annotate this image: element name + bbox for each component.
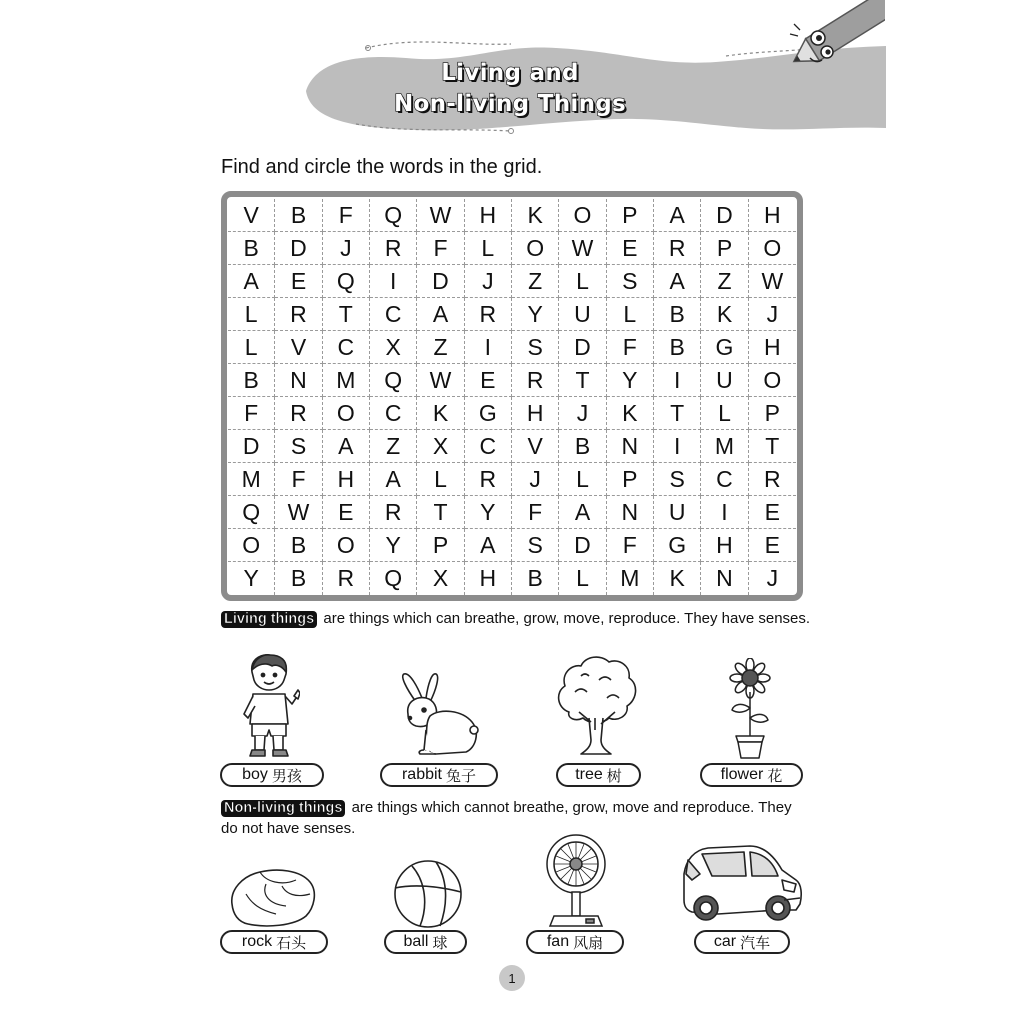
grid-cell[interactable]: B [228,232,275,265]
label-en: tree [575,766,603,783]
grid-cell[interactable]: R [654,232,701,265]
grid-cell[interactable]: T [749,430,796,463]
label-zh: 球 [432,933,448,952]
grid-cell[interactable]: G [465,397,512,430]
grid-cell[interactable]: P [701,232,748,265]
grid-cell[interactable]: A [323,430,370,463]
living-definition [221,608,811,629]
grid-cell[interactable]: Y [607,364,654,397]
grid-cell[interactable]: R [323,562,370,595]
grid-cell[interactable]: W [559,232,606,265]
grid-cell[interactable]: I [701,496,748,529]
fan-icon [544,832,608,930]
grid-cell[interactable]: X [417,562,464,595]
grid-cell[interactable]: T [417,496,464,529]
grid-cell[interactable]: L [559,562,606,595]
label-en: fan [546,933,570,950]
grid-cell[interactable]: N [607,430,654,463]
label-zh: 风扇 [573,933,604,952]
label-zh: 兔子 [446,766,477,785]
grid-cell[interactable]: R [749,463,796,496]
grid-cell[interactable]: P [607,199,654,232]
grid-cell[interactable]: H [749,331,796,364]
rock-icon [226,864,318,930]
label-rock [220,930,328,954]
nonliving-definition [221,797,811,839]
grid-cell[interactable]: L [559,463,606,496]
boy-icon [238,652,300,760]
grid-cell[interactable]: N [607,496,654,529]
grid-cell[interactable]: B [275,562,322,595]
grid-cell[interactable]: D [701,199,748,232]
grid-cell[interactable]: F [417,232,464,265]
grid-cell[interactable]: Y [465,496,512,529]
grid-cell[interactable]: C [701,463,748,496]
grid-cell[interactable]: N [275,364,322,397]
grid-cell[interactable]: B [512,562,559,595]
label-car [694,930,790,954]
page-title-line1: Living and [441,60,579,86]
grid-cell[interactable]: I [654,364,701,397]
grid-cell[interactable]: D [559,331,606,364]
grid-cell[interactable]: J [749,298,796,331]
grid-cell[interactable]: E [275,265,322,298]
grid-cell[interactable]: B [275,529,322,562]
grid-cell[interactable]: L [228,331,275,364]
grid-cell[interactable]: R [370,232,417,265]
word-search-grid [228,199,796,595]
grid-cell[interactable]: C [370,298,417,331]
grid-cell[interactable]: A [417,298,464,331]
grid-cell[interactable]: O [559,199,606,232]
grid-cell[interactable]: A [654,199,701,232]
grid-cell[interactable]: S [607,265,654,298]
grid-cell[interactable]: Q [370,364,417,397]
grid-cell[interactable]: L [607,298,654,331]
grid-cell[interactable]: D [228,430,275,463]
rabbit-icon [396,670,480,758]
label-en: boy [242,766,268,783]
grid-cell[interactable]: S [275,430,322,463]
grid-cell[interactable]: Q [370,199,417,232]
grid-cell[interactable]: W [275,496,322,529]
grid-cell[interactable]: A [654,265,701,298]
grid-cell[interactable]: J [512,463,559,496]
label-fan [526,930,624,954]
grid-cell[interactable]: O [323,397,370,430]
label-en: rabbit [401,766,442,783]
grid-cell[interactable]: M [607,562,654,595]
grid-cell[interactable]: R [275,397,322,430]
grid-cell[interactable]: W [417,364,464,397]
grid-cell[interactable]: G [701,331,748,364]
grid-cell[interactable]: N [701,562,748,595]
grid-cell[interactable]: K [654,562,701,595]
grid-cell[interactable]: A [370,463,417,496]
grid-cell[interactable]: M [701,430,748,463]
grid-cell[interactable]: A [559,496,606,529]
grid-cell[interactable]: H [465,199,512,232]
grid-cell[interactable]: B [654,298,701,331]
grid-cell[interactable]: U [654,496,701,529]
grid-cell[interactable]: M [323,364,370,397]
nonliving-tag: Non-living things [221,800,345,817]
grid-cell[interactable]: U [559,298,606,331]
grid-cell[interactable]: H [323,463,370,496]
grid-cell[interactable]: P [749,397,796,430]
grid-cell[interactable]: Q [370,562,417,595]
grid-cell[interactable]: E [465,364,512,397]
grid-cell[interactable]: F [607,331,654,364]
grid-cell[interactable]: B [228,364,275,397]
grid-cell[interactable]: Q [228,496,275,529]
grid-cell[interactable]: V [275,331,322,364]
grid-cell[interactable]: S [654,463,701,496]
grid-cell[interactable]: O [749,364,796,397]
grid-cell[interactable]: R [465,298,512,331]
grid-cell[interactable]: K [607,397,654,430]
grid-cell[interactable]: Z [417,331,464,364]
grid-cell[interactable]: O [228,529,275,562]
grid-cell[interactable]: Q [323,265,370,298]
grid-cell[interactable]: C [370,397,417,430]
label-en: ball [403,933,429,950]
grid-cell[interactable]: O [512,232,559,265]
page-number: 1 [499,965,525,991]
grid-cell[interactable]: B [654,331,701,364]
grid-cell[interactable]: K [417,397,464,430]
grid-cell[interactable]: P [607,463,654,496]
grid-cell[interactable]: T [559,364,606,397]
grid-cell[interactable]: Y [228,562,275,595]
label-zh: 树 [606,766,622,785]
tree-icon [553,652,639,760]
label-flower [700,763,803,787]
page-title-line2: Non-living Things [393,91,627,117]
grid-cell[interactable]: C [323,331,370,364]
grid-cell[interactable]: E [607,232,654,265]
grid-cell[interactable]: W [417,199,464,232]
car-icon [678,840,804,926]
label-zh: 花 [767,766,783,785]
label-tree [556,763,641,787]
grid-cell[interactable]: J [559,397,606,430]
grid-cell[interactable]: I [654,430,701,463]
grid-cell[interactable]: E [749,529,796,562]
grid-cell[interactable]: K [701,298,748,331]
pencil-mascot-icon [770,0,885,80]
grid-cell[interactable]: V [512,430,559,463]
grid-cell[interactable]: I [370,265,417,298]
grid-cell[interactable]: J [766,565,779,591]
label-zh: 石头 [276,933,307,952]
grid-cell[interactable]: F [323,199,370,232]
grid-cell[interactable]: D [417,265,464,298]
grid-cell[interactable]: L [559,265,606,298]
grid-cell[interactable]: E [749,496,796,529]
nonliving-text: are things which cannot breathe, grow, move and reproduce. They do not have senses. [221,799,792,837]
grid-cell[interactable]: S [512,529,559,562]
living-text: are things which can breathe, grow, move, reproduce. They have senses. [323,610,811,627]
grid-cell[interactable]: F [228,397,275,430]
grid-cell[interactable]: H [749,199,796,232]
label-en: rock [241,933,273,950]
grid-cell[interactable]: S [512,331,559,364]
grid-cell[interactable]: J [323,232,370,265]
grid-cell[interactable]: B [275,199,322,232]
grid-cell[interactable]: R [275,298,322,331]
grid-cell[interactable]: H [701,529,748,562]
label-ball [384,930,467,954]
grid-cell[interactable]: X [370,331,417,364]
grid-cell[interactable]: D [559,529,606,562]
grid-cell[interactable]: A [228,265,275,298]
living-tag: Living things [221,611,317,628]
grid-cell[interactable]: W [749,265,796,298]
label-en: flower [720,766,764,783]
grid-cell[interactable]: C [465,430,512,463]
grid-cell[interactable]: X [417,430,464,463]
grid-cell[interactable]: M [228,463,275,496]
grid-cell[interactable]: R [512,364,559,397]
grid-cell[interactable]: Z [370,430,417,463]
label-zh: 汽车 [740,933,771,952]
label-boy [220,763,324,787]
grid-cell[interactable]: T [323,298,370,331]
grid-cell[interactable]: L [701,397,748,430]
grid-cell[interactable]: O [323,529,370,562]
grid-cell[interactable]: O [749,232,796,265]
grid-cell[interactable]: T [654,397,701,430]
grid-cell[interactable]: R [370,496,417,529]
grid-cell[interactable]: V [228,199,275,232]
grid-cell[interactable]: F [512,496,559,529]
label-zh: 男孩 [271,766,302,785]
grid-cell[interactable]: G [654,529,701,562]
label-rabbit [380,763,498,787]
grid-cell[interactable]: K [512,199,559,232]
grid-cell[interactable]: E [323,496,370,529]
grid-cell[interactable]: H [512,397,559,430]
grid-cell[interactable]: Z [512,265,559,298]
grid-cell[interactable]: L [465,232,512,265]
grid-cell[interactable]: I [465,331,512,364]
grid-cell[interactable]: F [275,463,322,496]
grid-cell[interactable]: Y [512,298,559,331]
grid-cell[interactable]: B [559,430,606,463]
grid-cell[interactable]: U [701,364,748,397]
grid-cell[interactable]: L [228,298,275,331]
grid-cell[interactable]: F [607,529,654,562]
grid-cell[interactable]: D [275,232,322,265]
grid-cell[interactable]: Y [370,529,417,562]
grid-cell[interactable]: A [465,529,512,562]
grid-cell[interactable]: J [465,265,512,298]
flower-icon [726,658,774,760]
grid-cell[interactable]: Z [701,265,748,298]
grid-cell[interactable]: H [465,562,512,595]
grid-cell[interactable]: P [417,529,464,562]
grid-cell[interactable]: R [465,463,512,496]
label-en: car [713,933,737,950]
grid-cell[interactable]: L [417,463,464,496]
ball-icon [392,858,464,930]
instruction-text: Find and circle the words in the grid. [221,156,543,178]
